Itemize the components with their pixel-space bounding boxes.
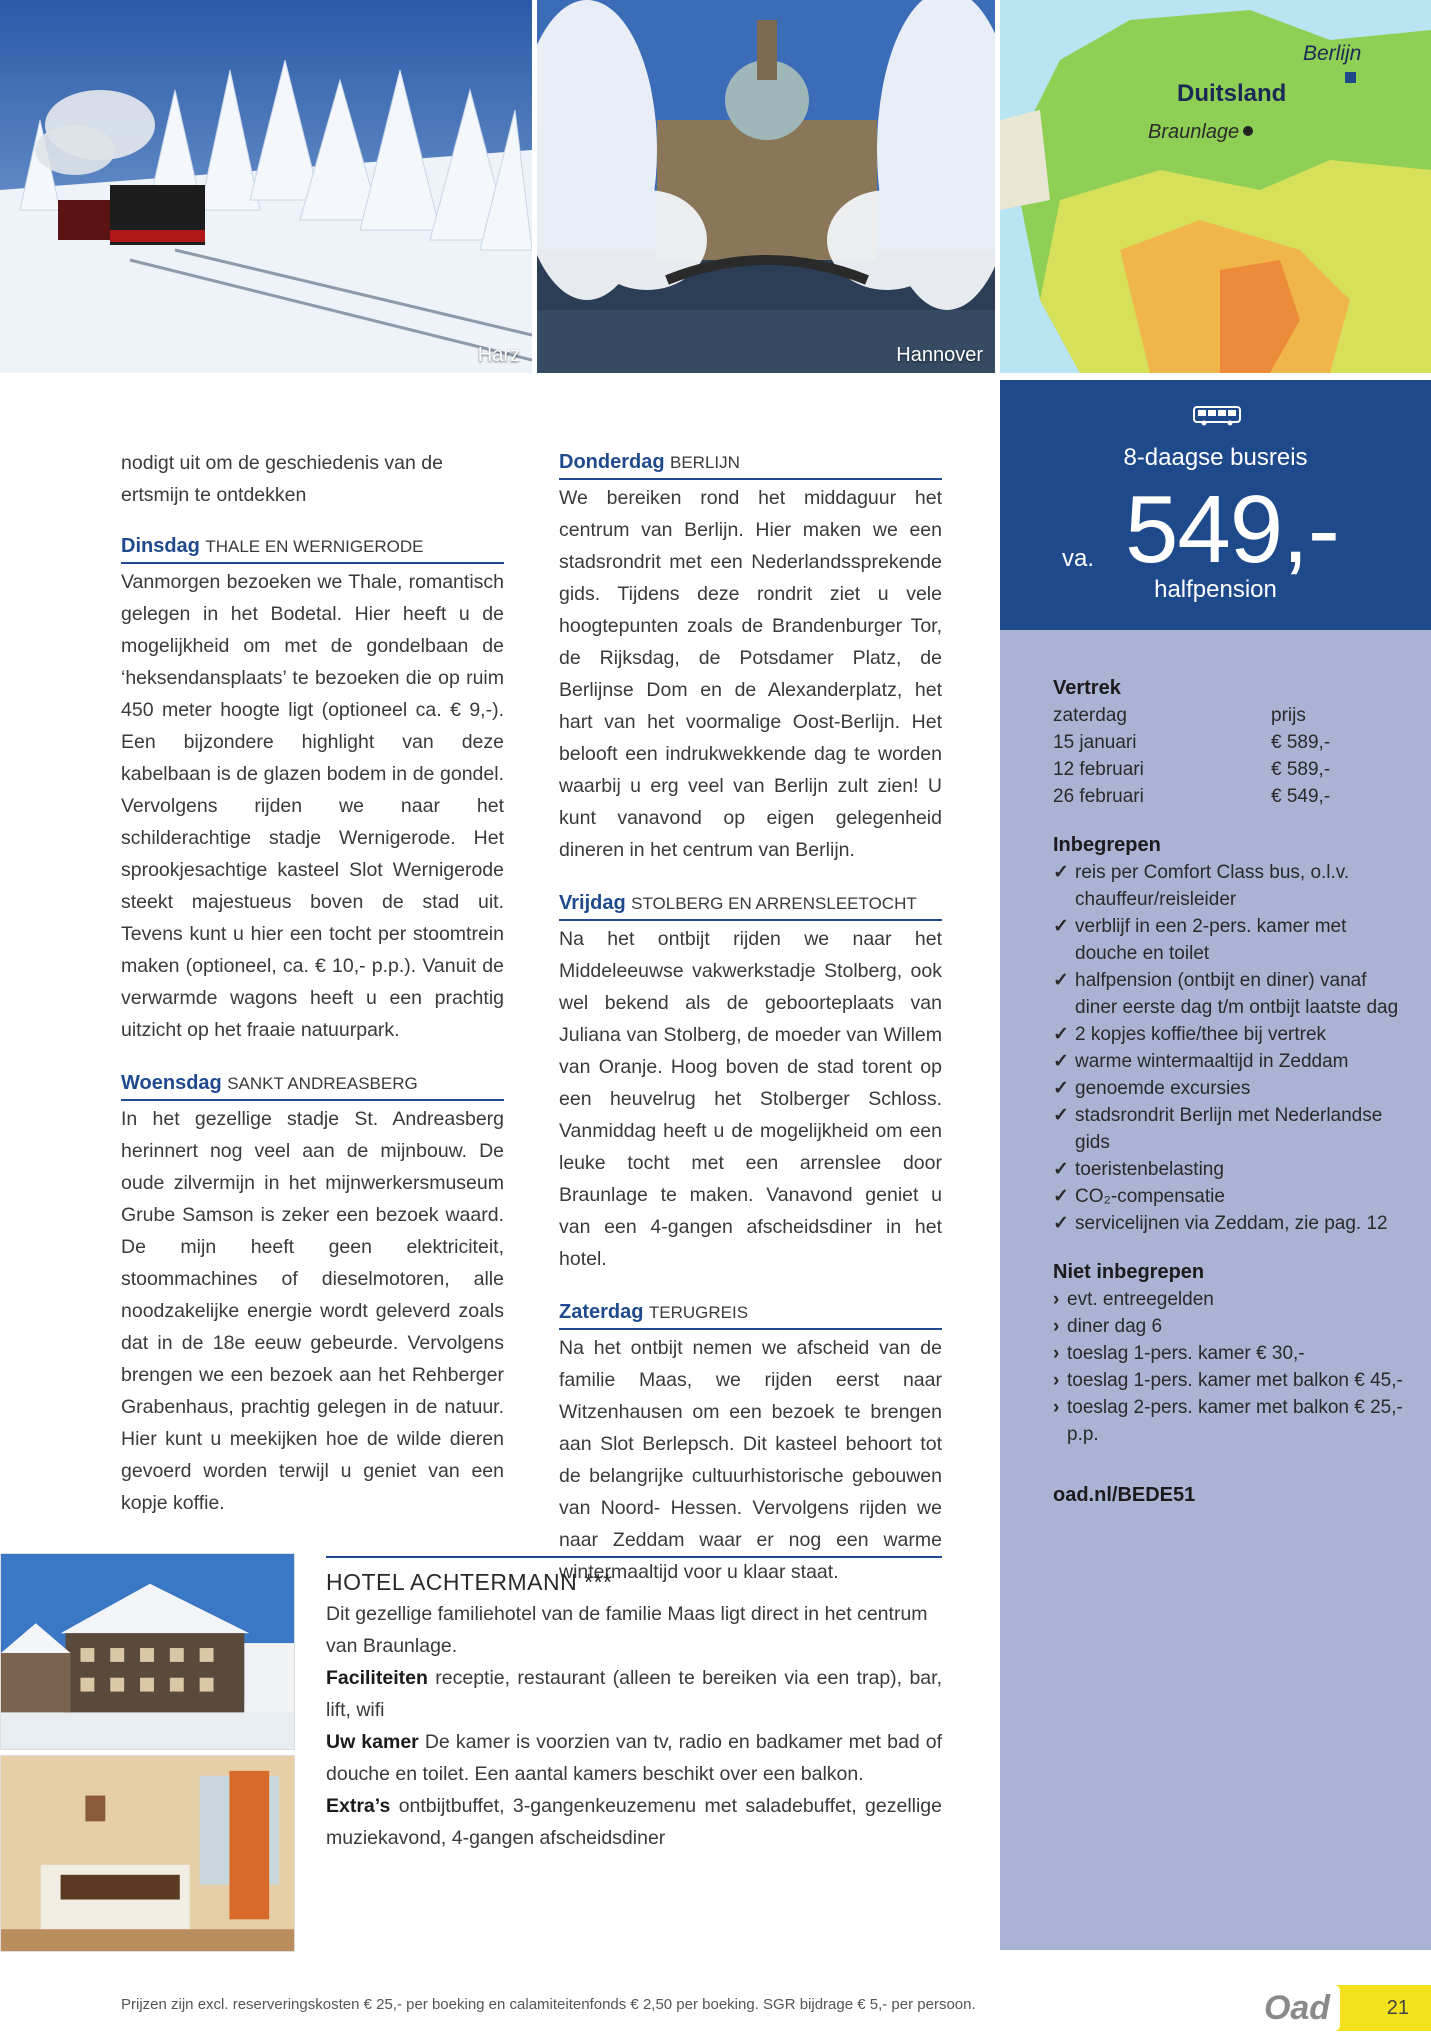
excluded-item: › diner dag 6 <box>1053 1313 1413 1340</box>
hotel-facilities <box>326 1662 942 1726</box>
thursday-place-label: BERLIJN <box>669 453 740 472</box>
departure-date: 26 februari <box>1053 786 1144 807</box>
checkmark-icon: ✓ <box>1053 1186 1069 1207</box>
oad-logo <box>1254 1985 1431 2031</box>
extras-text: ontbijtbuffet, 3-gangenkeuzemenu met saladebuffet, gezellige muziekavond, 4-gangen afscheidsdiner <box>326 1795 942 1849</box>
saturday-text: Na het ontbijt nemen we afscheid van de familie Maas, we rijden eerst naar Witzenhausen om een bezoek te brengen aan Slot Berlepsch. Dit kasteel behoort tot de belangrijke cultuurhistorische gebouwen van Noord- Hessen. Vervolgens rijden we naar Zeddam waar er nog een warme wintermaaltijd voor u klaar staat. <box>559 1337 942 1583</box>
departure-price: € 589,- <box>1271 732 1331 753</box>
hotel-title: HOTEL ACHTERMANN *** <box>326 1556 942 1598</box>
chevron-right-icon: › <box>1053 1370 1060 1391</box>
included-item: ✓ toeristenbelasting <box>1053 1156 1413 1183</box>
excluded-item: › toeslag 1-pers. kamer met balkon € 45,- <box>1053 1367 1413 1394</box>
friday-heading <box>559 888 942 921</box>
excluded-list <box>1053 1286 1413 1448</box>
included-item: ✓ reis per Comfort Class bus, o.l.v. chauffeur/reisleider <box>1053 859 1413 913</box>
included-item: ✓ verblijf in een 2-pers. kamer met douche en toilet <box>1053 913 1413 967</box>
trip-info-content <box>1053 675 1413 1509</box>
photo-caption-hannover: Hannover <box>896 344 983 366</box>
departure-day: zaterdag <box>1053 705 1127 726</box>
checkmark-icon: ✓ <box>1053 862 1069 883</box>
photo-harz-steam-train <box>0 0 532 373</box>
page-number: 21 <box>1386 1997 1409 2019</box>
map-label-destination: Braunlage <box>1148 121 1240 143</box>
wednesday-heading <box>121 1068 504 1101</box>
tuesday-heading <box>121 531 504 564</box>
wednesday-text: In het gezellige stadje St. Andreasberg herinnert nog veel aan de mijnbouw. De oude zilvermijn in het mijnwerkersmuseum Grube Samson is zeker een bezoek waard. De mijn heeft geen elektriciteit, stoommachines of dieselmotoren, alle noodzakelijke energie wordt geleverd zoals dat in de 18e eeuw gebeurde. Vervolgens brengen we een bezoek aan het Rehberger Grabenhaus, prachtig gelegen in de natuur. Hier kunt u meekijken hoe de wilde dieren gevoerd worden terwijl u geniet van een kopje koffie. <box>121 1108 504 1514</box>
brand-name: Oad <box>1254 1985 1340 2031</box>
room-text: De kamer is voorzien van tv, radio en badkamer met bad of douche en toilet. Een aantal kamers beschikt over een balkon. <box>326 1731 942 1785</box>
map-germany <box>1000 0 1431 373</box>
map-label-country: Duitsland <box>1177 80 1287 107</box>
saturday-place-label: TERUGREIS <box>648 1303 749 1322</box>
tuesday-place-label: THALE EN WERNIGERODE <box>205 537 424 556</box>
included-item: ✓ CO₂-compensatie <box>1053 1183 1413 1210</box>
checkmark-icon: ✓ <box>1053 1159 1069 1180</box>
hotel-extras <box>326 1790 942 1854</box>
included-item: ✓ 2 kopjes koffie/thee bij vertrek <box>1053 1021 1413 1048</box>
room-label: Uw kamer <box>326 1731 419 1753</box>
photo-hotel-room <box>0 1755 295 1952</box>
trip-info-sidebar <box>1000 630 1431 1950</box>
facilities-label: Faciliteiten <box>326 1667 428 1689</box>
included-item: ✓ servicelijnen via Zeddam, zie pag. 12 <box>1053 1210 1413 1237</box>
itinerary-middle-column <box>559 447 942 1588</box>
thursday-heading <box>559 447 942 480</box>
departure-price: € 589,- <box>1271 759 1331 780</box>
departure-heading: Vertrek <box>1053 677 1121 699</box>
departure-date: 15 januari <box>1053 732 1137 753</box>
wednesday-place-label: SANKT ANDREASBERG <box>227 1074 418 1093</box>
saturday-day-label: Zaterdag <box>559 1301 644 1323</box>
hotel-description <box>326 1556 942 1854</box>
excluded-heading: Niet inbegrepen <box>1053 1261 1205 1283</box>
excluded-item: › evt. entreegelden <box>1053 1286 1413 1313</box>
price-amount: 549,- <box>1125 476 1339 583</box>
map-label-capital: Berlijn <box>1303 42 1362 65</box>
photo-hotel-exterior <box>0 1553 295 1750</box>
excluded-item: › toeslag 1-pers. kamer € 30,- <box>1053 1340 1413 1367</box>
checkmark-icon: ✓ <box>1053 1105 1069 1126</box>
included-item: ✓ stadsrondrit Berlijn met Nederlandse gids <box>1053 1102 1413 1156</box>
itinerary-left-column <box>121 447 504 1519</box>
chevron-right-icon: › <box>1053 1316 1060 1337</box>
departure-table <box>1053 702 1413 810</box>
departure-price-label: prijs <box>1271 705 1306 726</box>
included-item: ✓ warme wintermaaltijd in Zeddam <box>1053 1048 1413 1075</box>
friday-text: Na het ontbijt rijden we naar het Middeleeuwse vakwerkstadje Stolberg, ook wel bekend als de geboorteplaats van Juliana van Stolberg, de moeder van Willem van Oranje. Hoog boven de stad torent op een heuvelrug het Stolberger Schloss. Vanmiddag heeft u de mogelijkheid om een leuke tocht met een arrenslee door Braunlage te maken. Vanavond geniet u van een 4-gangen afscheidsdiner in het hotel. <box>559 928 942 1270</box>
checkmark-icon: ✓ <box>1053 1051 1069 1072</box>
saturday-heading <box>559 1297 942 1330</box>
friday-place-label: STOLBERG EN ARRENSLEETOCHT <box>631 894 917 913</box>
chevron-right-icon: › <box>1053 1343 1060 1364</box>
included-item: ✓ genoemde excursies <box>1053 1075 1413 1102</box>
departure-date: 12 februari <box>1053 759 1144 780</box>
included-heading: Inbegrepen <box>1053 834 1161 856</box>
thursday-day-label: Donderdag <box>559 451 665 473</box>
excluded-item: › toeslag 2-pers. kamer met balkon € 25,- p.p. <box>1053 1394 1413 1448</box>
photo-hannover-town-hall <box>537 0 995 373</box>
departure-price: € 549,- <box>1271 786 1331 807</box>
trip-type-label: 8-daagse busreis <box>1123 444 1308 471</box>
bus-icon <box>1193 406 1241 426</box>
tuesday-day-label: Dinsdag <box>121 535 200 557</box>
chevron-right-icon: › <box>1053 1289 1060 1310</box>
checkmark-icon: ✓ <box>1053 1213 1069 1234</box>
photo-caption-harz: Harz <box>477 344 520 366</box>
checkmark-icon: ✓ <box>1053 916 1069 937</box>
pricing-footnote: Prijzen zijn excl. reserveringskosten € 25,- per boeking en calamiteitenfonds € 2,50 per boeking. SGR bijdrage € 5,- per persoon. <box>121 1996 976 2013</box>
checkmark-icon: ✓ <box>1053 970 1069 991</box>
price-box <box>1000 380 1431 630</box>
chevron-right-icon: › <box>1053 1397 1060 1418</box>
monday-continuation-text: nodigt uit om de geschiedenis van de ertsmijn te ontdekken <box>121 452 443 506</box>
checkmark-icon: ✓ <box>1053 1024 1069 1045</box>
included-item: ✓ halfpension (ontbijt en diner) vanaf diner eerste dag t/m ontbijt laatste dag <box>1053 967 1413 1021</box>
hotel-intro: Dit gezellige familiehotel van de familie Maas ligt direct in het centrum van Braunlage. <box>326 1603 928 1657</box>
board-basis-label: halfpension <box>1154 576 1277 603</box>
booking-link[interactable]: oad.nl/BEDE51 <box>1053 1484 1196 1506</box>
tuesday-text: Vanmorgen bezoeken we Thale, romantisch gelegen in het Bodetal. Hier heeft u de mogelijkheid om met de gondelbaan de ‘heksendansplaats’ te bezoeken die op ruim 450 meter hoogte ligt (optioneel ca. € 9,-). Een bijzondere highlight van deze kabelbaan is de glazen bodem in de gondel. Vervolgens rijden we naar het schilderachtige stadje Wernigerode. Het sprookjesachtige kasteel Slot Wernigerode steekt majestueus boven de stad uit. Tevens kunt u hier een tocht per stoomtrein maken (optioneel, ca. € 10,- p.p.). Vanuit de verwarmde wagons heeft u een prachtig uitzicht op het fraaie natuurpark. <box>121 571 504 1041</box>
price-from-label: va. <box>1062 545 1095 572</box>
friday-day-label: Vrijdag <box>559 892 626 914</box>
wednesday-day-label: Woensdag <box>121 1072 222 1094</box>
extras-label: Extra’s <box>326 1795 391 1817</box>
hotel-room <box>326 1726 942 1790</box>
included-list <box>1053 859 1413 1237</box>
thursday-text: We bereiken rond het middaguur het centrum van Berlijn. Hier maken we een stadsrondrit met een Nederlandssprekende gids. Tijdens deze rondrit ziet u vele hoogtepunten zoals de Brandenburger Tor, de Rijksdag, de Potsdamer Platz, de Berlijnse Dom en de Alexanderplatz, het hart van het voormalige Oost-Berlijn. Het belooft een indrukwekkende dag te worden waarbij u erg veel van Berlijn zult zien! U kunt vanavond op eigen gelegenheid dineren in het centrum van Berlijn. <box>559 487 942 861</box>
checkmark-icon: ✓ <box>1053 1078 1069 1099</box>
facilities-text: receptie, restaurant (alleen te bereiken via een trap), bar, lift, wifi <box>326 1667 942 1721</box>
